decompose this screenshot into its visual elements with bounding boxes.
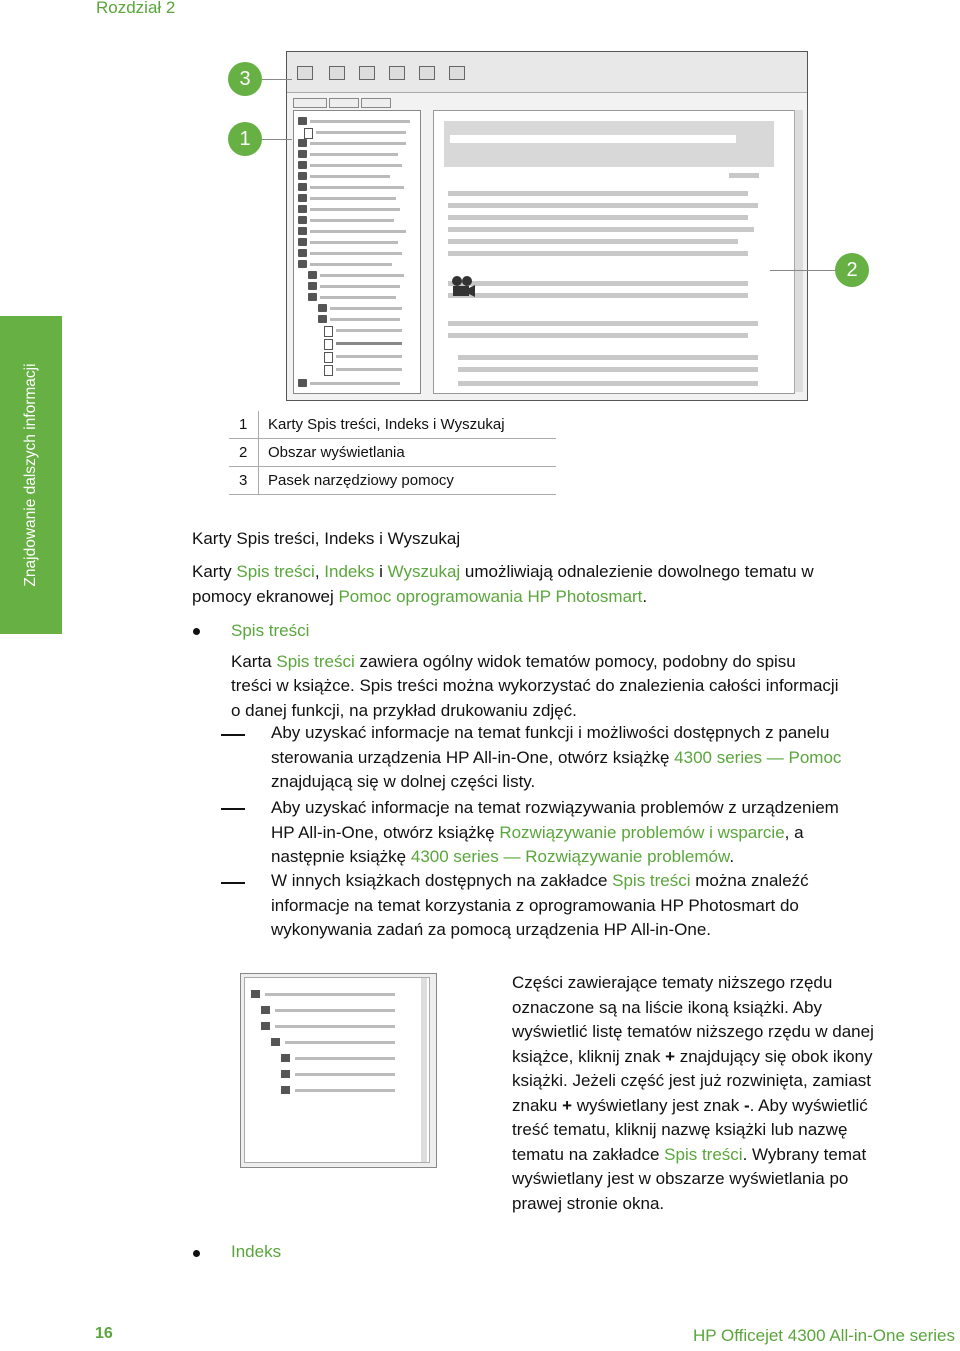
book-icon bbox=[298, 238, 307, 246]
legend-row: 2 Obszar wyświetlania bbox=[229, 439, 556, 467]
forward-icon bbox=[359, 66, 375, 80]
display-area bbox=[433, 110, 795, 394]
book-icon bbox=[298, 150, 307, 158]
contents-explanation: Części zawierające tematy niższego rzędu oznaczone są na liście ikoną książki. Aby wyświetlić listę tematów niższego rzędu w danej książce, kliknij znak + znajdujący się obok ikony książki. Jeżeli część jest już rozwinięta, zamiast znaku + wyświetlany jest znak -. Aby wyświetlić treść tematu, kliknij nazwę książki lub nazwę tematu na zakładce Spis treści. Wybrany temat wyświetlany jest w obszarze wyświetlania po prawej stronie okna. bbox=[512, 973, 874, 1213]
book-icon bbox=[298, 205, 307, 213]
dash bbox=[221, 734, 245, 736]
book-icon bbox=[298, 227, 307, 235]
page-icon bbox=[324, 352, 333, 363]
book-icon bbox=[298, 183, 307, 191]
contents-tree-screenshot bbox=[240, 973, 437, 1168]
book-icon bbox=[318, 315, 327, 323]
tab-contents bbox=[293, 98, 327, 108]
bullet-contents: Spis treści Karta Spis treści zawiera ogólny widok tematów pomocy, podobny do spisu treści w książce. Spis treści można wykorzystać do znalezienia całości informacji o danej funkcji, na przykład drukowaniu zdjęć. bbox=[231, 621, 839, 720]
book-icon bbox=[298, 379, 307, 387]
tab-search bbox=[361, 98, 391, 108]
legend-row: 3 Pasek narzędziowy pomocy bbox=[229, 467, 556, 495]
product-name: HP Officejet 4300 All-in-One series bbox=[692, 1326, 955, 1345]
scrollbar[interactable] bbox=[794, 110, 803, 392]
page-icon bbox=[304, 128, 313, 139]
contents-tree bbox=[293, 110, 421, 394]
callout-2: 2 bbox=[835, 253, 869, 287]
book-icon bbox=[298, 194, 307, 202]
home-icon bbox=[389, 66, 405, 80]
book-icon bbox=[298, 161, 307, 169]
page-icon bbox=[324, 339, 333, 350]
side-tab bbox=[0, 316, 62, 634]
callout-1: 1 bbox=[228, 122, 262, 156]
book-icon bbox=[298, 216, 307, 224]
book-icon bbox=[308, 271, 317, 279]
book-icon bbox=[298, 249, 307, 257]
help-window-screenshot bbox=[286, 51, 808, 401]
book-icon bbox=[298, 139, 307, 147]
chapter-header: Rozdział 2 bbox=[96, 0, 176, 17]
legend-row: 1 Karty Spis treści, Indeks i Wyszukaj bbox=[229, 411, 556, 439]
book-icon bbox=[298, 260, 307, 268]
bullet-index-title: Indeks bbox=[231, 1242, 282, 1261]
legend-table bbox=[229, 411, 556, 495]
dash bbox=[221, 808, 245, 810]
toolbar-icon bbox=[297, 66, 313, 80]
bullet bbox=[193, 628, 200, 635]
callout-3: 3 bbox=[228, 62, 262, 96]
dash bbox=[221, 882, 245, 884]
side-tab-label: Znajdowanie dalszych informacji bbox=[22, 363, 39, 587]
dash-item-2: Aby uzyskać informacje na temat rozwiązywania problemów z urządzeniem HP All-in-One, otwórz książkę Rozwiązywanie problemów i wsparcie, a następnie książkę 4300 series — Rozwiązywanie problemów. bbox=[271, 798, 839, 866]
book-icon bbox=[308, 293, 317, 301]
book-icon bbox=[308, 282, 317, 290]
options-icon bbox=[449, 66, 465, 80]
help-toolbar bbox=[287, 52, 807, 93]
camera-icon bbox=[450, 275, 476, 301]
page-number: 16 bbox=[95, 1325, 113, 1342]
book-icon bbox=[298, 117, 307, 125]
section-title: Karty Spis treści, Indeks i Wyszukaj bbox=[192, 529, 461, 548]
page-icon bbox=[324, 326, 333, 337]
book-icon bbox=[318, 304, 327, 312]
book-icon bbox=[298, 172, 307, 180]
dash-item-1: Aby uzyskać informacje na temat funkcji i możliwości dostępnych z panelu sterowania urządzenia HP All-in-One, otwórz książkę 4300 series — Pomoc znajdującą się w dolnej części listy. bbox=[271, 723, 842, 791]
bullet bbox=[193, 1250, 200, 1257]
tab-index bbox=[329, 98, 359, 108]
back-icon bbox=[329, 66, 345, 80]
dash-item-3: W innych książkach dostępnych na zakładce Spis treści można znaleźć informacje na temat korzystania z oprogramowania HP Photosmart do wykonywania zadań za pomocą urządzenia HP All-in-One. bbox=[271, 871, 809, 939]
content-banner bbox=[444, 121, 774, 167]
help-tabs bbox=[293, 98, 423, 108]
print-icon bbox=[419, 66, 435, 80]
page-icon bbox=[324, 365, 333, 376]
intro-paragraph: Karty Spis treści, Indeks i Wyszukaj umożliwiają odnalezienie dowolnego tematu w pomocy ekranowej Pomoc oprogramowania HP Photosmart. bbox=[192, 562, 814, 606]
